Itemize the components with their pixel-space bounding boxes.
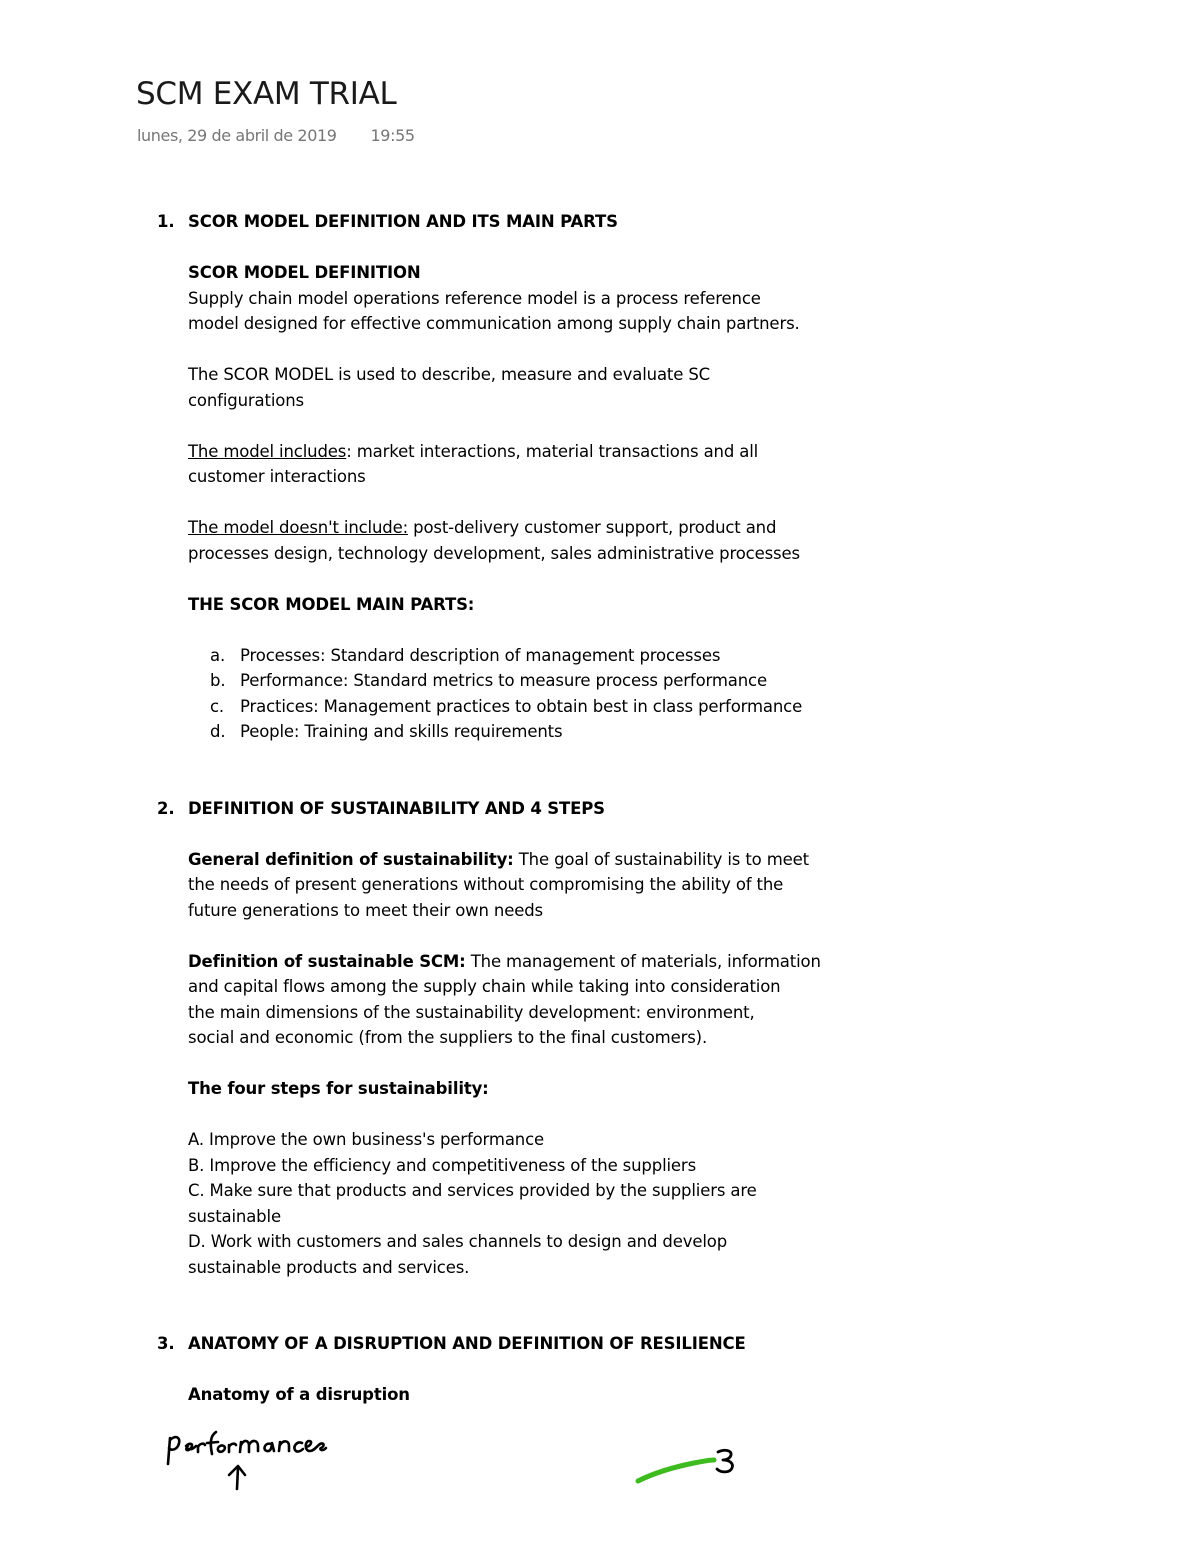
list-item-text: Performance: Standard metrics to measure process performance: [240, 671, 767, 690]
list-item: [188, 719, 848, 745]
section-2: [157, 796, 848, 822]
paragraph-line: customer interactions: [188, 467, 366, 486]
green-highlighter-stroke: [634, 1451, 718, 1487]
includes-colon: :: [346, 441, 352, 461]
paragraph-line: configurations: [188, 390, 304, 410]
scm-definition-paragraph: [188, 949, 848, 975]
includes-paragraph: [188, 439, 848, 465]
section-3: [157, 1331, 848, 1357]
general-definition-text: The goal of sustainability is to meet: [513, 849, 809, 869]
list-item: [188, 643, 848, 669]
excludes-label: The model doesn't include:: [188, 518, 409, 537]
list-item: [188, 668, 848, 694]
section-heading: ANATOMY OF A DISRUPTION AND DEFINITION OF RESILIENCE: [188, 1334, 746, 1353]
subheading-anatomy: Anatomy of a disruption: [188, 1385, 410, 1404]
step-b: B. Improve the efficiency and competitiveness of the suppliers: [188, 1155, 697, 1175]
general-definition-paragraph: [188, 847, 848, 873]
paragraph-line: The SCOR MODEL is used to describe, measure and evaluate SC: [188, 365, 711, 384]
page-title: SCM EXAM TRIAL: [136, 76, 397, 112]
step-d: D. Work with customers and sales channels to design and develop: [188, 1232, 728, 1251]
page-date: lunes, 29 de abril de 2019: [137, 126, 337, 145]
subheading-main-parts: THE SCOR MODEL MAIN PARTS:: [188, 594, 475, 614]
excludes-paragraph: [188, 515, 848, 541]
general-definition-label: General definition of sustainability:: [188, 849, 514, 869]
list-marker: b.: [210, 671, 226, 690]
note-body: [157, 209, 848, 1408]
subheading-scor-definition: SCOR MODEL DEFINITION: [188, 263, 421, 282]
paragraph-line: processes design, technology development, sales administrative processes: [188, 543, 800, 563]
step-d-continued: sustainable products and services.: [188, 1257, 470, 1277]
parts-list: [188, 643, 848, 745]
list-item: [188, 694, 848, 720]
scm-definition-text: The management of materials, information: [465, 951, 821, 971]
section-heading: DEFINITION OF SUSTAINABILITY AND 4 STEPS: [188, 798, 605, 818]
paragraph-line: the main dimensions of the sustainability development: environment,: [188, 1002, 755, 1022]
handwritten-arrow-icon: [225, 1462, 251, 1492]
step-a: A. Improve the own business's performance: [188, 1130, 545, 1149]
subheading-four-steps: The four steps for sustainability:: [188, 1079, 489, 1098]
section-number: 3.: [157, 1334, 175, 1353]
paragraph-line: the needs of present generations without compromising the ability of the: [188, 875, 784, 894]
list-marker: d.: [210, 722, 226, 741]
includes-text: market interactions, material transactions and all: [351, 441, 759, 461]
section-heading: SCOR MODEL DEFINITION AND ITS MAIN PARTS: [188, 212, 618, 231]
paragraph-line: future generations to meet their own needs: [188, 900, 544, 920]
scm-definition-label: Definition of sustainable SCM:: [188, 951, 466, 971]
list-item-text: People: Training and skills requirements: [240, 722, 563, 741]
paragraph-line: social and economic (from the suppliers to the final customers).: [188, 1028, 708, 1047]
step-c-continued: sustainable: [188, 1206, 281, 1226]
paragraph-line: model designed for effective communication among supply chain partners.: [188, 314, 800, 333]
page-timestamp: [137, 125, 415, 147]
list-marker: a.: [210, 645, 226, 665]
excludes-text: post-delivery customer support, product and: [408, 518, 777, 537]
section-1: [157, 209, 848, 235]
paragraph-line: and capital flows among the supply chain while taking into consideration: [188, 977, 781, 996]
list-marker: c.: [210, 696, 225, 716]
list-item-text: Processes: Standard description of management processes: [240, 645, 721, 665]
section-number: 1.: [157, 212, 175, 231]
section-number: 2.: [157, 798, 175, 818]
handwritten-number-3: [713, 1447, 739, 1475]
includes-label: The model includes: [188, 441, 347, 461]
page-time: 19:55: [370, 126, 415, 145]
paragraph-line: Supply chain model operations reference model is a process reference: [188, 288, 761, 308]
step-c: C. Make sure that products and services provided by the suppliers are: [188, 1181, 757, 1200]
list-item-text: Practices: Management practices to obtain best in class performance: [240, 696, 803, 716]
